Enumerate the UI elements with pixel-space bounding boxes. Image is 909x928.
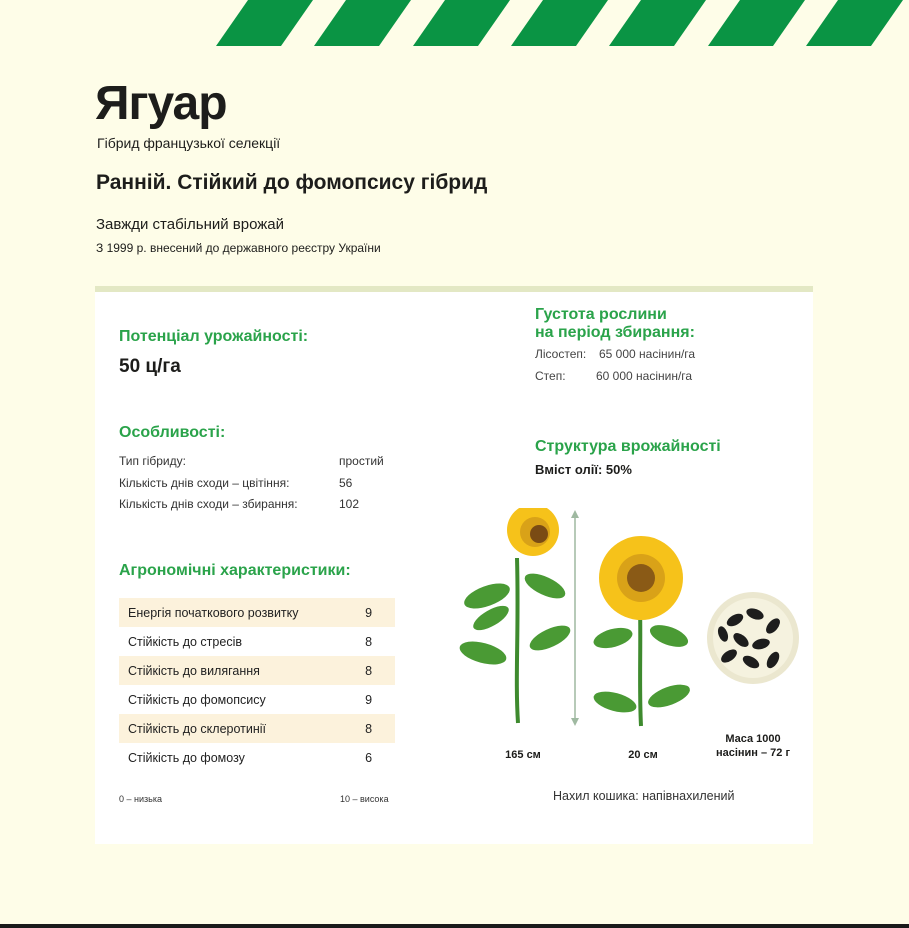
product-subtitle: Гібрид французької селекції bbox=[97, 135, 281, 151]
density-heading-line2: на період збирання: bbox=[535, 324, 695, 341]
table-row bbox=[119, 743, 395, 772]
feature-label: Тип гібриду: bbox=[119, 454, 186, 468]
scale-low-note: 0 – низька bbox=[119, 794, 162, 804]
seed-mass-line2: насінин – 72 г bbox=[715, 747, 791, 759]
agronomic-label: Стійкість до стресів bbox=[128, 634, 242, 649]
product-tagline: Завжди стабільний врожай bbox=[96, 216, 285, 233]
tall-sunflower-image bbox=[457, 508, 574, 723]
feature-value: 56 bbox=[339, 476, 353, 490]
density-label: Степ: bbox=[535, 369, 566, 383]
table-row bbox=[119, 714, 395, 743]
sunflower-head-image bbox=[591, 536, 692, 726]
product-title: Ягуар bbox=[95, 77, 227, 130]
agronomic-score: 8 bbox=[365, 634, 373, 649]
structure-heading: Структура врожайності bbox=[535, 438, 721, 455]
potential-value: 50 ц/га bbox=[119, 356, 181, 377]
table-row bbox=[119, 627, 395, 656]
agronomic-heading: Агрономічні характеристики: bbox=[119, 562, 351, 579]
potential-heading: Потенціал урожайності: bbox=[119, 328, 309, 345]
table-row bbox=[119, 598, 395, 627]
agronomic-label: Енергія початкового розвитку bbox=[128, 605, 299, 620]
density-heading: Густота рослини bbox=[535, 306, 667, 323]
agronomic-label: Стійкість до фомозу bbox=[128, 750, 245, 765]
density-value: 65 000 насінин/га bbox=[599, 347, 696, 361]
agronomic-label: Стійкість до фомопсису bbox=[128, 692, 266, 707]
head-diameter-caption: 20 см bbox=[628, 749, 658, 761]
plant-height-caption: 165 см bbox=[505, 749, 541, 761]
table-row bbox=[119, 656, 395, 685]
bottom-border bbox=[0, 924, 909, 928]
product-headline: Ранній. Стійкий до фомопсису гібрид bbox=[96, 171, 488, 194]
table-row bbox=[119, 685, 395, 714]
head-tilt-note: Нахил кошика: напівнахилений bbox=[553, 789, 735, 803]
features-heading: Особливості: bbox=[119, 424, 226, 441]
agronomic-table bbox=[119, 598, 395, 772]
seeds-image bbox=[707, 592, 799, 684]
agronomic-label: Стійкість до вилягання bbox=[128, 663, 260, 678]
agronomic-score: 6 bbox=[365, 750, 373, 765]
agronomic-score: 8 bbox=[365, 721, 373, 736]
oil-content: Вміст олії: 50% bbox=[535, 462, 632, 477]
agronomic-score: 9 bbox=[365, 605, 373, 620]
agronomic-score: 9 bbox=[365, 692, 373, 707]
feature-label: Кількість днів сходи – цвітіння: bbox=[119, 476, 290, 490]
feature-value: 102 bbox=[339, 497, 360, 511]
registry-note: З 1999 р. внесений до державного реєстру України bbox=[96, 241, 381, 255]
agronomic-label: Стійкість до склеротинії bbox=[128, 721, 267, 736]
feature-label: Кількість днів сходи – збирання: bbox=[119, 497, 298, 511]
height-arrow-icon bbox=[571, 510, 579, 726]
density-value: 60 000 насінин/га bbox=[596, 369, 693, 383]
seed-mass-line1: Маса 1000 bbox=[725, 733, 781, 745]
seed-mass-caption bbox=[701, 732, 805, 760]
scale-high-note: 10 – висока bbox=[340, 794, 389, 804]
decorative-stripes bbox=[0, 0, 909, 46]
density-label: Лісостеп: bbox=[535, 347, 587, 361]
spec-card bbox=[95, 286, 813, 844]
feature-value: простий bbox=[339, 454, 384, 468]
agronomic-score: 8 bbox=[365, 663, 373, 678]
